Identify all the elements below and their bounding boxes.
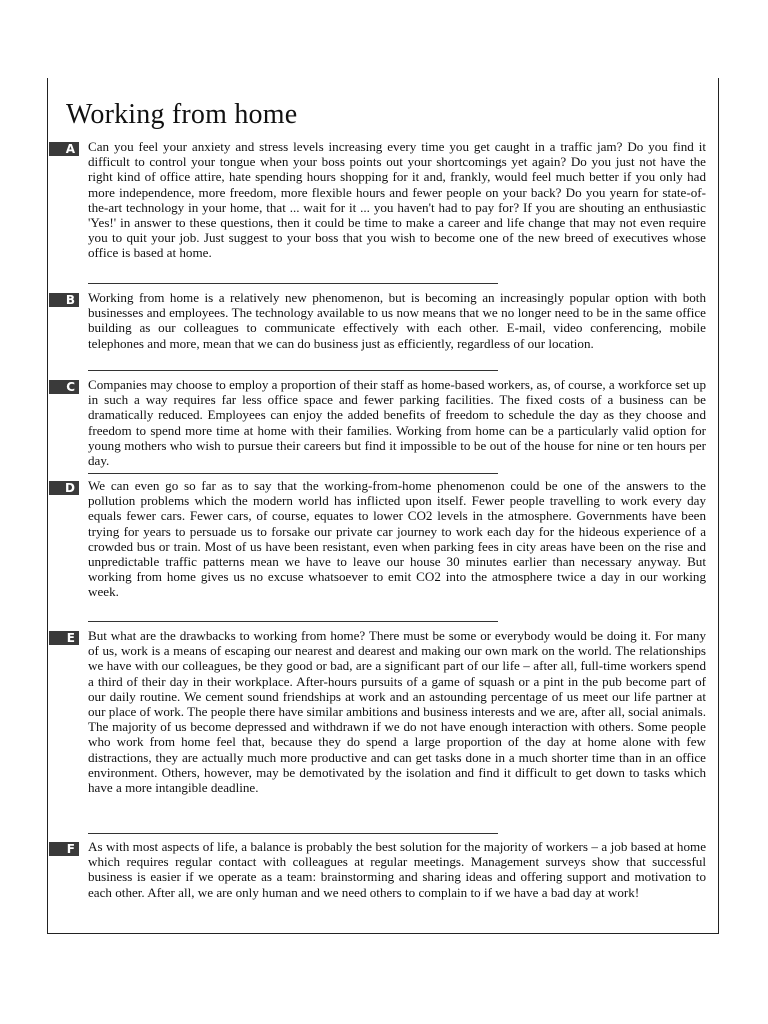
section-divider [88,833,498,834]
section-marker-c: C [49,380,79,394]
section-divider [88,370,498,371]
section-text-d: We can even go so far as to say that the working-from-home phenomenon could be one of the answers to the pollution problems which the modern world has inflicted upon itself. Fewer people travelling to work every day equals fewer cars. Fewer cars, of course, equates to lower CO2 levels in the atmosphere. Governments have been trying for years to persuade us to forsake our private car journey to work each day for the hideous experience of a crowded bus or train. Most of us have been resistant, even when parking fees in city areas have been on the rise and unpredictable traffic patterns mean we have to leave our house 30 minutes earlier than necessary anyway. But working from home gives us no excuse whatsoever to emit CO2 into the atmosphere twice a day in our working week. [88,478,706,600]
section-divider [88,283,498,284]
section-text-b: Working from home is a relatively new phenomenon, but is becoming an increasingly popular option with both businesses and employees. The technology available to us now means that we no longer need to be in the same office building as our colleagues to communicate effectively with each other. E-mail, video conferencing, mobile telephones and more, mean that we can do business just as efficiently, regardless of our location. [88,290,706,351]
section-divider [88,473,498,474]
page-title: Working from home [66,99,298,130]
section-marker-b: B [49,293,79,307]
section-marker-e: E [49,631,79,645]
section-text-c: Companies may choose to employ a proportion of their staff as home-based workers, as, of course, a workforce set up in such a way requires far less office space and fewer parking facilities. The fixed costs of a business can be dramatically reduced. Employees can enjoy the added benefits of freedom to schedule the day as they choose and freedom to spend more time at home with their families. Working from home can be a particularly valid option for young mothers who wish to pursue their careers but find it impossible to be out of the house for nine or ten hours per day. [88,377,706,469]
section-text-e: But what are the drawbacks to working from home? There must be some or everybody would be doing it. For many of us, work is a means of escaping our nearest and dearest and making our own mark on the world. The relationships we have with our colleagues, be they good or bad, are a significant part of our life – after all, full-time workers spend a third of their day in their workplace. After-hours pursuits of a game of squash or a pint in the pub become part of our daily routine. We cement sound friendships at work and an astounding percentage of us meet our life partner at our place of work. The people there have similar ambitions and business interests and we are, after all, social animals. The majority of us become depressed and withdrawn if we do not have enough interaction with others. Some people who work from home feel that, because they do spend a large proportion of the day at home alone with few distractions, they are actually much more productive and can get tasks done in a much shorter time than in an office environment. Others, however, may be demotivated by the isolation and find it difficult to get down to tasks which have a more intangible deadline. [88,628,706,796]
section-text-f: As with most aspects of life, a balance is probably the best solution for the majority of workers – a job based at home which requires regular contact with colleagues at regular meetings. Management surveys show that successful business is easier if we operate as a team: brainstorming and sharing ideas and offering support and motivation to each other. After all, we are only human and we need others to complain to if we have a bad day at work! [88,839,706,900]
section-marker-d: D [49,481,79,495]
section-divider [88,621,498,622]
section-marker-a: A [49,142,79,156]
section-marker-f: F [49,842,79,856]
section-text-a: Can you feel your anxiety and stress levels increasing every time you get caught in a traffic jam? Do you find it difficult to control your tongue when your boss points out your shortcomings yet again? Do you just not have the right kind of office attire, hate spending hours shopping for it and, frankly, would feel much better if you only had more independence, more freedom, more flexible hours and fewer people on your back? Do you yearn for state-of-the-art technology in your home, that ... wait for it ... you haven't had to pay for? If you are shouting an enthusiastic 'Yes!' in answer to these questions, then it could be time to make a career and life change that may not even require you to quit your job. Just suggest to your boss that you wish to become one of the new breed of executives whose office is based at home. [88,139,706,261]
